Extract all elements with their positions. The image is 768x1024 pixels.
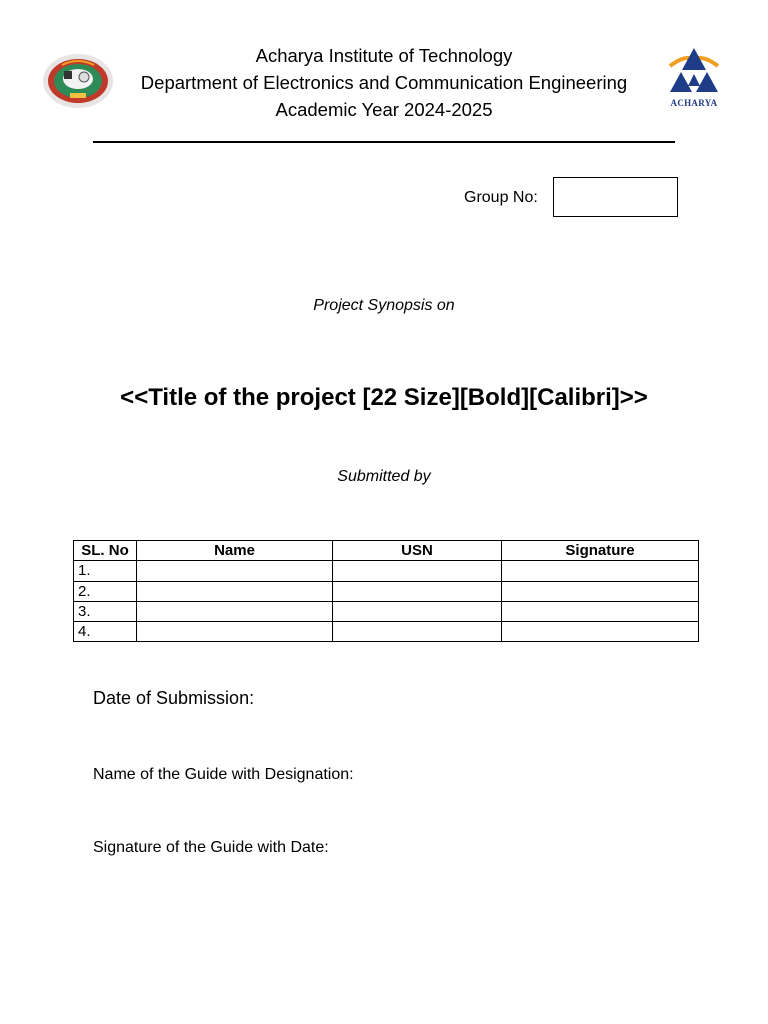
header-name: Name: [137, 541, 333, 561]
cell-name[interactable]: [137, 561, 333, 581]
cell-sl-no: 1.: [74, 561, 137, 581]
table-row: [74, 581, 699, 601]
academic-year: Academic Year 2024-2025: [275, 99, 493, 120]
cell-signature[interactable]: [502, 601, 699, 621]
cell-usn[interactable]: [333, 601, 502, 621]
table-header-row: [74, 541, 699, 561]
cell-sl-no: 4.: [74, 622, 137, 642]
header-block: [130, 42, 638, 123]
header-signature: Signature: [502, 541, 699, 561]
guide-signature-label: Signature of the Guide with Date:: [93, 839, 329, 856]
acharya-logo-mark: [664, 44, 724, 94]
cell-sl-no: 3.: [74, 601, 137, 621]
header-divider: [93, 141, 675, 143]
table-row: [74, 622, 699, 642]
department-name: Department of Electronics and Communication Engineering: [140, 72, 628, 93]
cell-usn[interactable]: [333, 561, 502, 581]
guide-name-label: Name of the Guide with Designation:: [93, 766, 354, 783]
institute-name: Acharya Institute of Technology: [255, 45, 513, 66]
group-number-field[interactable]: [553, 177, 678, 217]
date-of-submission-label: Date of Submission:: [93, 688, 255, 708]
header-usn: USN: [333, 541, 502, 561]
acharya-logo: [664, 44, 724, 106]
table-row: [74, 601, 699, 621]
cell-name[interactable]: [137, 581, 333, 601]
cell-signature[interactable]: [502, 561, 699, 581]
header-sl-no: SL. No: [74, 541, 137, 561]
cell-sl-no: 2.: [74, 581, 137, 601]
submitted-by-label: Submitted by: [337, 468, 431, 485]
synopsis-label: Project Synopsis on: [313, 297, 455, 314]
institute-seal-logo: [42, 53, 114, 109]
members-table: [73, 540, 699, 642]
acharya-logo-text: ACHARYA: [670, 98, 718, 108]
cell-name[interactable]: [137, 622, 333, 642]
cell-signature[interactable]: [502, 622, 699, 642]
cell-usn[interactable]: [333, 581, 502, 601]
cell-signature[interactable]: [502, 581, 699, 601]
project-title: <<Title of the project [22 Size][Bold][Calibri]>>: [120, 384, 648, 411]
group-number-label: Group No:: [464, 189, 538, 206]
cell-name[interactable]: [137, 601, 333, 621]
table-row: [74, 561, 699, 581]
cell-usn[interactable]: [333, 622, 502, 642]
